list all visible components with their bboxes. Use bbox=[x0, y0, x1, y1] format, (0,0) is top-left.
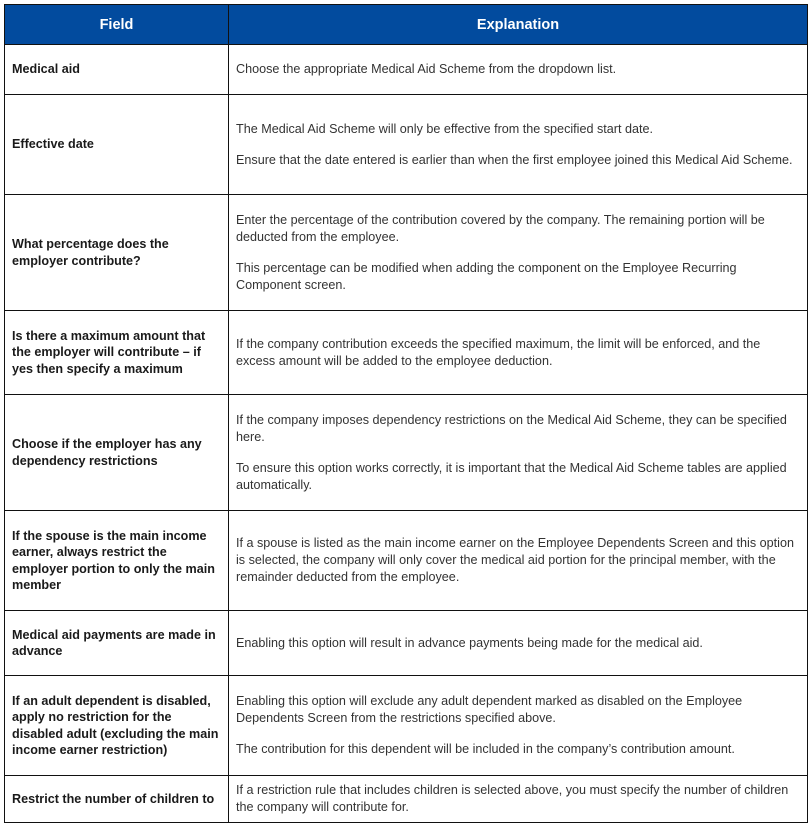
explanation-cell bbox=[229, 776, 808, 823]
explanation-paragraph: Ensure that the date entered is earlier than when the first employee joined this Medical Aid Scheme. bbox=[236, 152, 793, 167]
table-row bbox=[5, 676, 808, 776]
explanation-paragraph: If a spouse is listed as the main income earner on the Employee Dependents Screen and this option is selected, the company will only cover the medical aid portion for the principal member, with the remainder deducted from the employee. bbox=[236, 536, 794, 584]
column-header-explanation: Explanation bbox=[229, 5, 808, 45]
explanation-cell bbox=[229, 45, 808, 95]
table-row bbox=[5, 511, 808, 611]
table-row bbox=[5, 311, 808, 395]
explanation-paragraph: The Medical Aid Scheme will only be effective from the specified start date. bbox=[236, 121, 653, 136]
explanation-cell bbox=[229, 511, 808, 611]
field-cell-disabled-adult: If an adult dependent is disabled, apply no restriction for the disabled adult (excluding the main income earner restriction) bbox=[5, 676, 229, 776]
explanation-paragraph: Choose the appropriate Medical Aid Scheme from the dropdown list. bbox=[236, 62, 617, 76]
column-header-field: Field bbox=[5, 5, 229, 45]
explanation-paragraph: This percentage can be modified when adding the component on the Employee Recurring Component screen. bbox=[236, 260, 737, 292]
explanation-cell bbox=[229, 311, 808, 395]
explanation-paragraph: If a restriction rule that includes children is selected above, you must specify the number of children the company will contribute for. bbox=[236, 783, 789, 814]
explanation-paragraph: Enabling this option will result in advance payments being made for the medical aid. bbox=[236, 635, 703, 650]
explanation-paragraph: The contribution for this dependent will be included in the company’s contribution amount. bbox=[236, 742, 735, 756]
table-row bbox=[5, 195, 808, 311]
explanation-cell bbox=[229, 95, 808, 195]
field-cell-employer-percentage: What percentage does the employer contribute? bbox=[5, 195, 229, 311]
explanation-paragraph: If the company contribution exceeds the specified maximum, the limit will be enforced, and the excess amount will be added to the employee deduction. bbox=[236, 336, 761, 368]
explanation-paragraph: Enabling this option will exclude any adult dependent marked as disabled on the Employee Dependents Screen from the restrictions specified above. bbox=[236, 694, 743, 725]
table-row bbox=[5, 45, 808, 95]
field-cell-medical-aid: Medical aid bbox=[5, 45, 229, 95]
explanation-paragraph: Enter the percentage of the contribution covered by the company. The remaining portion will be deducted from the employee. bbox=[236, 212, 765, 244]
table-row bbox=[5, 395, 808, 511]
field-explanation-table bbox=[4, 4, 808, 823]
field-cell-dependency-restrictions: Choose if the employer has any dependency restrictions bbox=[5, 395, 229, 511]
explanation-cell bbox=[229, 195, 808, 311]
table-row bbox=[5, 776, 808, 823]
explanation-paragraph: To ensure this option works correctly, it is important that the Medical Aid Scheme tables are applied automatically. bbox=[236, 460, 787, 492]
table-header-row bbox=[5, 5, 808, 45]
field-cell-restrict-children: Restrict the number of children to bbox=[5, 776, 229, 823]
field-cell-payments-in-advance: Medical aid payments are made in advance bbox=[5, 611, 229, 676]
table-row bbox=[5, 95, 808, 195]
explanation-cell bbox=[229, 611, 808, 676]
table-row bbox=[5, 611, 808, 676]
explanation-cell bbox=[229, 676, 808, 776]
explanation-paragraph: If the company imposes dependency restrictions on the Medical Aid Scheme, they can be specified here. bbox=[236, 412, 787, 444]
field-cell-spouse-main-earner: If the spouse is the main income earner, always restrict the employer portion to only the main member bbox=[5, 511, 229, 611]
explanation-cell bbox=[229, 395, 808, 511]
field-cell-maximum-amount: Is there a maximum amount that the employer will contribute – if yes then specify a maximum bbox=[5, 311, 229, 395]
field-cell-effective-date: Effective date bbox=[5, 95, 229, 195]
